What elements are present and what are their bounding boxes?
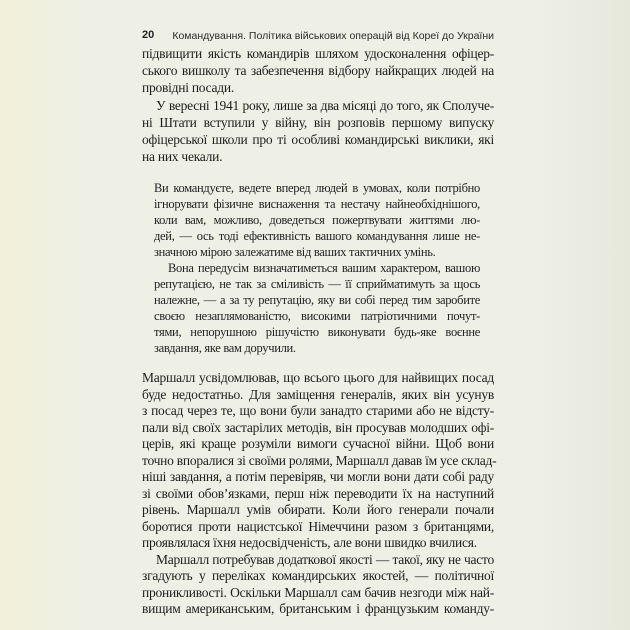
text-line: ніші завдання, а потім перевіряв, чи могли вони дати собі раду — [142, 469, 494, 484]
text-line: ігнорувати фізичне виснаження та нестачу найнеобхіднішого, — [154, 197, 480, 211]
text-block-marshall — [142, 370, 497, 618]
text-line: дей, — ось тоді ефективність вашого командування лише не- — [154, 229, 480, 243]
text-line: проникливості. Оскільки Маршалл сам бачив незгоди між най- — [142, 584, 494, 600]
paragraph — [154, 260, 480, 356]
text-line: Маршалл потребував додаткової якості — такої, яку не часто — [156, 551, 494, 567]
text-line: зі своїми обов’язками, перш ніж переводити їх на наступний — [142, 485, 494, 501]
text-line: на них чекали. — [142, 149, 223, 165]
text-line: тями, непорушною рішучістю виконувати будь-яке воєнне — [154, 325, 480, 339]
text-line: належне, — а за ту репутацію, яку ви собі перед тим заробите — [154, 293, 480, 307]
text-line: офіцерської школи про ті особливі командирські виклики, які — [142, 131, 494, 147]
text-line: своєю незаплямованістю, високими патріотичними почут- — [154, 309, 480, 323]
text-line: ського вишколу та забезпечення відбору найкращих людей на — [142, 63, 494, 79]
text-line: У вересні 1941 року, лише за два місяці до того, як Сполуче- — [156, 97, 494, 113]
block-quote — [154, 180, 480, 356]
text-line: Вона передусім визначатиметься вашим характером, вашою — [168, 261, 480, 275]
paragraph — [154, 180, 480, 260]
text-line: рівень. Маршалл умів обирати. Коли його генерали почали — [142, 502, 494, 517]
text-block-intro — [142, 45, 494, 165]
text-line: Маршалл усвідомлював, що всього цього для найвищих посад — [142, 370, 494, 385]
text-line: з посад через те, що вони були занадто старими або не відсту- — [142, 403, 494, 418]
text-line: коли вам, можливо, доведеться пожертвувати життями лю- — [154, 213, 480, 227]
text-line: ні Штати вступили у війну, він розповів першому випуску — [142, 114, 494, 130]
text-line: провідні посади. — [142, 80, 234, 96]
paragraph — [142, 45, 494, 97]
text-line: згадують у переліках командирських якостей, — політичної — [142, 568, 494, 583]
text-line: вищим американським, британським і французьким команду- — [142, 601, 494, 616]
text-line: церів, які краще розуміли вимоги сучасної війни. Щоб вони — [142, 436, 494, 451]
paragraph — [142, 552, 494, 618]
paragraph — [142, 370, 497, 552]
running-title: Командування. Політика військових операцій від Кореї до України — [172, 30, 494, 42]
paragraph — [142, 97, 494, 166]
text-line: буде недостатньо. Для заміщення генералів, яких він усунув — [142, 386, 494, 402]
page-number: 20 — [142, 29, 155, 41]
text-line: пали від своїх застарілих методів, він просував молодших офі- — [142, 419, 494, 435]
text-line: боротися проти нацистської Німеччини разом з британцями, — [142, 518, 494, 534]
text-line: точно впоралися зі своїми ролями, Маршалл давав їм усе склад- — [142, 452, 497, 468]
text-line: завдання, яке вам доручили. — [154, 341, 296, 355]
text-line: проявлялася їхня недосвідченість, але вони швидко вчилися. — [142, 535, 477, 550]
text-line: значною мірою залежатиме від ваших тактичних умінь. — [154, 245, 436, 259]
text-line: Ви командуєте, ведете вперед людей в умовах, коли потрібно — [154, 181, 480, 195]
text-line: підвищити якість командирів шляхом удосконалення офіцер- — [142, 46, 494, 61]
text-line: репутацією, не так за сміливість — її сприйматимуть за щось — [154, 277, 480, 291]
